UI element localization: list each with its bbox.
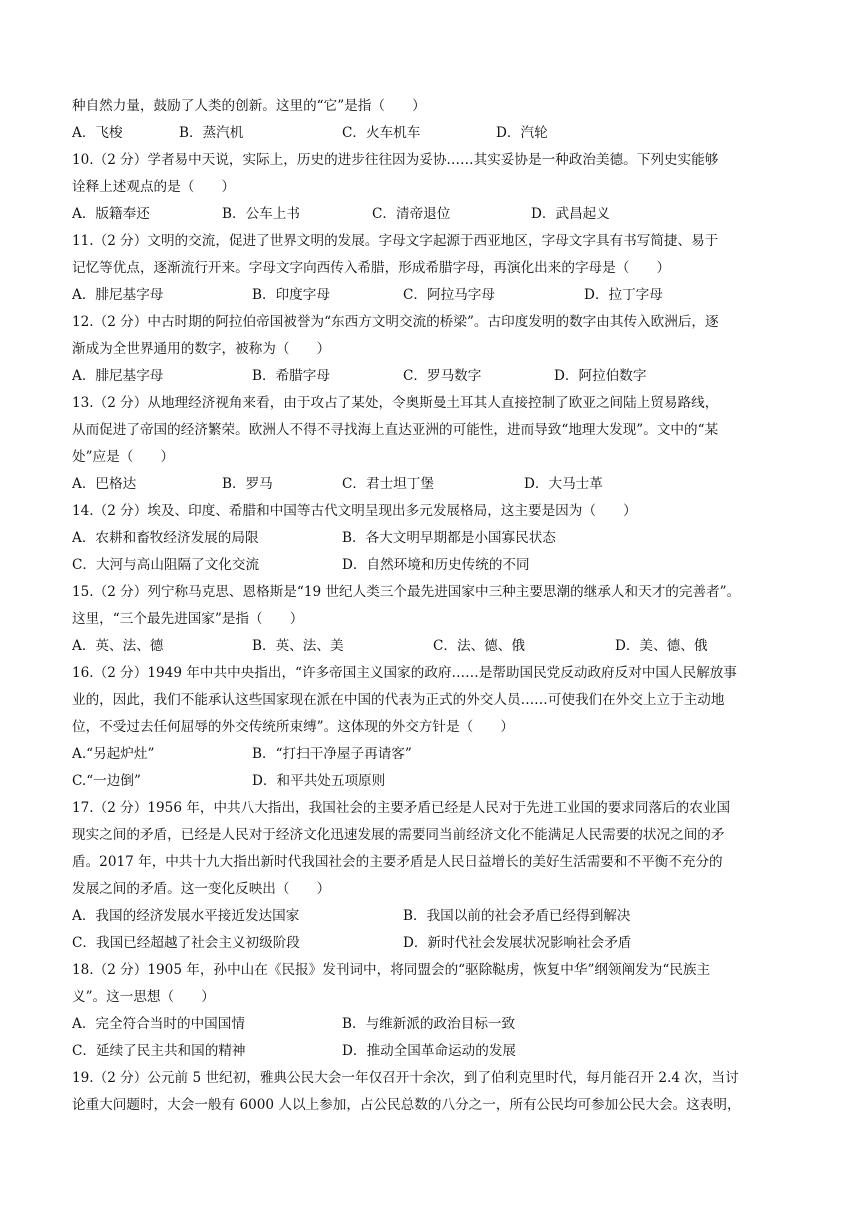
option-b: B．公车上书: [222, 206, 300, 222]
option-d: D．汽轮: [496, 125, 548, 141]
question-11: [72, 228, 796, 309]
question-stem-line: 12.（2 分）中古时期的阿拉伯帝国被誉为“东西方文明交流的桥梁”。古印度发明的数字由其传入欧洲后，逐: [72, 314, 719, 330]
option-c: C．法、德、俄: [433, 638, 525, 654]
option-a: A．飞梭: [72, 125, 123, 141]
options-row: [72, 201, 796, 228]
option-d: D．自然环境和历史传统的不同: [342, 557, 530, 573]
question-9: [72, 93, 796, 147]
question-stem-line: 义”。这一思想（ ）: [72, 989, 215, 1005]
question-stem-line: 论重大问题时，大会一般有 6000 人以上参加，占公民总数的八分之一，所有公民均可参加公民大会。这表明，: [72, 1097, 741, 1113]
question-10: [72, 147, 796, 228]
question-stem-line: 处”应是（ ）: [72, 449, 175, 465]
option-c: C．君士坦丁堡: [342, 476, 434, 492]
option-b: B．罗马: [222, 476, 273, 492]
options-row: [72, 633, 796, 660]
question-stem-line: 15.（2 分）列宁称马克思、恩格斯是“19 世纪人类三个最先进国家中三种主要思潮的继承人和天才的完善者”。: [72, 584, 741, 600]
option-d: D．阿拉伯数字: [554, 368, 647, 384]
question-16: [72, 660, 796, 795]
options-row: [72, 768, 796, 795]
options-row: [72, 1011, 796, 1038]
option-a: A．腓尼基字母: [72, 287, 164, 303]
options-row: [72, 525, 796, 552]
question-stem-line: 盾。2017 年，中共十九大指出新时代我国社会的主要矛盾是人民日益增长的美好生活需要和不平衡不充分的: [72, 854, 723, 870]
question-15: [72, 579, 796, 660]
option-b: B．“打扫干净屋子再请客”: [252, 746, 412, 762]
option-c: C．罗马数字: [403, 368, 482, 384]
question-stem-line: 发展之间的矛盾。这一变化反映出（ ）: [72, 881, 331, 897]
option-a: A．版籍奉还: [72, 206, 150, 222]
option-d: D．新时代社会发展状况影响社会矛盾: [403, 935, 632, 951]
options-row: [72, 363, 796, 390]
options-row: [72, 741, 796, 768]
option-b: B．我国以前的社会矛盾已经得到解决: [403, 908, 631, 924]
option-b: B．英、法、美: [252, 638, 344, 654]
options-row: [72, 552, 796, 579]
options-row: [72, 1038, 796, 1065]
question-19: [72, 1065, 796, 1119]
option-c: C.“一边倒”: [72, 773, 141, 789]
question-stem-line: 业的，因此，我们不能承认这些国家现在派在中国的代表为正式的外交人员……可使我们在外交上立于主动地: [72, 692, 725, 708]
option-b: B．各大文明早期都是小国寡民状态: [342, 530, 556, 546]
question-stem-line: 17.（2 分）1956 年，中共八大指出，我国社会的主要矛盾已经是人民对于先进工业国的要求同落后的农业国: [72, 800, 731, 816]
option-b: B．希腊字母: [252, 368, 330, 384]
option-c: C．阿拉马字母: [403, 287, 495, 303]
options-row: [72, 120, 796, 147]
question-stem-line: 13.（2 分）从地理经济视角来看，由于攻占了某处，令奥斯曼土耳其人直接控制了欧亚之间陆上贸易路线，: [72, 395, 719, 411]
option-c: C．火车机车: [342, 125, 421, 141]
question-stem-line: 渐成为全世界通用的数字，被称为（ ）: [72, 341, 331, 357]
option-a: A．巴格达: [72, 476, 137, 492]
option-d: D．拉丁字母: [584, 287, 663, 303]
question-stem-line: 这里，“三个最先进国家”是指（ ）: [72, 611, 304, 627]
option-d: D．推动全国革命运动的发展: [342, 1043, 517, 1059]
option-c: C．大河与高山阻隔了文化交流: [72, 557, 260, 573]
option-d: D．大马士革: [524, 476, 603, 492]
question-stem-line: 16.（2 分）1949 年中共中央指出，“许多帝国主义国家的政府……是帮助国民党反动政府反对中国人民解放事: [72, 665, 737, 681]
options-row: [72, 903, 796, 930]
option-c: C．清帝退位: [372, 206, 451, 222]
option-c: C．我国已经超越了社会主义初级阶段: [72, 935, 300, 951]
question-stem-line: 14.（2 分）埃及、印度、希腊和中国等古代文明呈现出多元发展格局，这主要是因为（ ）: [72, 503, 637, 519]
question-stem-line: 诠释上述观点的是（ ）: [72, 179, 236, 195]
option-d: D．美、德、俄: [615, 638, 708, 654]
question-stem-line: 18.（2 分）1905 年，孙中山在《民报》发刊词中，将同盟会的“驱除鞑虏，恢复中华”纲领阐发为“民族主: [72, 962, 711, 978]
question-stem-line: 19.（2 分）公元前 5 世纪初，雅典公民大会一年仅召开十余次，到了伯利克里时代，每月能召开 2.4 次，当讨: [72, 1070, 739, 1086]
option-a: A．英、法、德: [72, 638, 164, 654]
option-a: A．我国的经济发展水平接近发达国家: [72, 908, 300, 924]
option-d: D．武昌起义: [531, 206, 610, 222]
options-row: [72, 471, 796, 498]
option-d: D．和平共处五项原则: [252, 773, 386, 789]
question-stem-line: 位，不受过去任何屈辱的外交传统所束缚”。这体现的外交方针是（ ）: [72, 719, 514, 735]
exam-page: [72, 93, 796, 1119]
question-stem-line: 现实之间的矛盾，已经是人民对于经济文化迅速发展的需要同当前经济文化不能满足人民需要的状况之间的矛: [72, 827, 725, 843]
option-b: B．蒸汽机: [179, 125, 244, 141]
question-14: [72, 498, 796, 579]
question-17: [72, 795, 796, 957]
option-b: B．印度字母: [252, 287, 330, 303]
options-row: [72, 930, 796, 957]
question-12: [72, 309, 796, 390]
options-row: [72, 282, 796, 309]
option-a: A．完全符合当时的中国国情: [72, 1016, 245, 1032]
question-stem-line: 种自然力量，鼓励了人类的创新。这里的“它”是指（ ）: [72, 98, 426, 114]
option-b: B．与维新派的政治目标一致: [342, 1016, 516, 1032]
question-13: [72, 390, 796, 498]
option-c: C．延续了民主共和国的精神: [72, 1043, 246, 1059]
question-stem-line: 11.（2 分）文明的交流，促进了世界文明的发展。字母文字起源于西亚地区，字母文字具有书写简捷、易于: [72, 233, 719, 249]
question-stem-line: 从而促进了帝国的经济繁荣。欧洲人不得不寻找海上直达亚洲的可能性，进而导致“地理大发现”。文中的“某: [72, 422, 719, 438]
option-a: A．农耕和畜牧经济发展的局限: [72, 530, 259, 546]
option-a: A.“另起炉灶”: [72, 746, 155, 762]
question-stem-line: 记忆等优点，逐渐流行开来。字母文字向西传入希腊，形成希腊字母，再演化出来的字母是（ ）: [72, 260, 671, 276]
question-18: [72, 957, 796, 1065]
option-a: A．腓尼基字母: [72, 368, 164, 384]
question-stem-line: 10.（2 分）学者易中天说，实际上，历史的进步往往因为妥协……其实妥协是一种政治美德。下列史实能够: [72, 152, 719, 168]
